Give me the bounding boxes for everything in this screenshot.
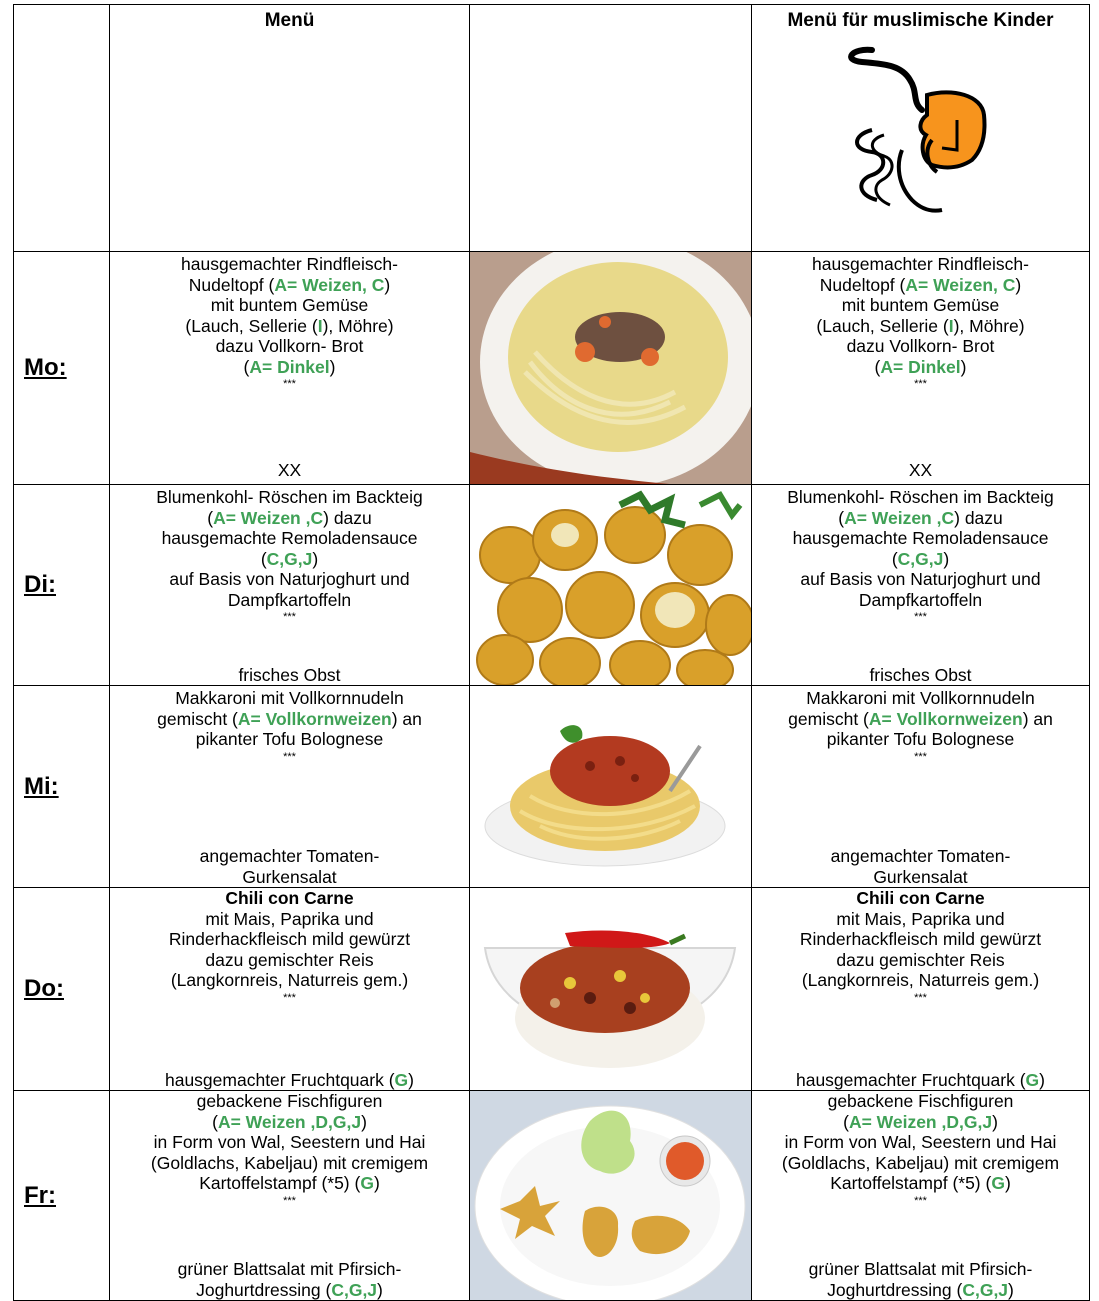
dish-line: ( [874,356,881,377]
dish-line: dazu Vollkorn- Brot [846,336,995,356]
dessert-line [752,1070,1089,1091]
separator-stars: *** [914,611,927,623]
dish-line: Blumenkohl- Röschen im Backteig [787,487,1054,507]
day-label-tuesday: Di: [14,485,110,686]
dish-line: Nudeltopf ( [188,274,275,295]
monday-dish-image [470,252,752,485]
dessert-line [110,1070,469,1091]
dessert-line: XX [277,459,302,480]
dish-line: grüner Blattsalat mit Pfirsich- [177,1259,402,1279]
allergen-code: A= Weizen, C [274,274,385,295]
dish-line: grüner Blattsalat mit Pfirsich- [808,1259,1033,1279]
dish-line: Rinderhackfleisch mild gewürzt [168,929,411,949]
dish-line: (Goldlachs, Kabeljau) mit cremigem [150,1152,429,1173]
dish-line: (Lauch, Sellerie ( [185,315,318,336]
header-muslim-menu-cell [752,5,1090,252]
dish-line: ) [960,356,967,377]
dish-line: gemischt ( [157,708,238,729]
dessert-line: XX [908,459,933,480]
friday-menu [110,1091,470,1301]
day-label-friday: Fr: [14,1091,110,1301]
allergen-code: A= Weizen ,C [844,507,955,528]
muslim-menu-title: Menü für muslimische Kinder [787,10,1054,31]
dish-line: gebackene Fischfiguren [827,1091,1014,1111]
dish-line: ) an [391,708,422,729]
dish-line: angemachter Tomaten- [830,846,1011,866]
day-label-wednesday: Mi: [14,686,110,888]
dish-line: dazu gemischter Reis [205,949,374,970]
dish-line: ( [260,548,267,569]
separator-stars: *** [914,991,927,1004]
dish-line: Kartoffelstampf (*5) ( [199,1173,361,1193]
dish-line: (Langkornreis, Naturreis gem.) [170,970,409,990]
friday-row [14,1091,1090,1301]
dish-line: ) [384,274,391,295]
wednesday-menu [110,686,470,888]
dish-line: Rinderhackfleisch mild gewürzt [799,929,1042,949]
dish-line: ) [992,1111,998,1132]
dish-line: Dampfkartoffeln [858,589,983,610]
monday-muslim-menu [752,252,1090,485]
allergen-code: C,G,J [331,1279,378,1300]
spaghetti-bolognese-photo [470,686,752,887]
separator-stars: *** [914,750,927,763]
thursday-menu [110,888,470,1091]
wednesday-muslim-menu [752,686,1090,888]
dish-line: Gurkensalat [873,866,968,887]
dish-line: ) [1008,1279,1014,1300]
separator-stars: *** [914,1194,927,1207]
allergen-code: I [317,315,323,336]
weekly-menu-table [13,4,1090,1301]
side-dish [110,846,469,887]
cauliflower-fritters-photo [470,485,752,685]
dish-line: ( [838,507,845,528]
dish-line: ) dazu [954,507,1003,528]
dish-line: gemischt ( [788,708,869,729]
thursday-row [14,888,1090,1091]
dish-line: hausgemachte Remoladensauce [792,528,1049,548]
allergen-code: I [948,315,954,336]
dish-line: hausgemachter Fruchtquark ( [795,1069,1026,1090]
dish-line: pikanter Tofu Bolognese [826,729,1015,749]
dish-line: ) [1015,274,1022,295]
dish-line: ) dazu [323,507,372,528]
dish-line: mit Mais, Paprika und [836,908,1005,929]
dish-line: auf Basis von Naturjoghurt und [800,569,1041,589]
allergen-code: A= Weizen ,C [213,507,324,528]
tuesday-dish-image [470,485,752,686]
dessert-line: frisches Obst [238,664,341,685]
dish-line: Nudeltopf ( [819,274,906,295]
thursday-dish-image [470,888,752,1091]
header-image-cell [470,5,752,252]
day-label-thursday: Do: [14,888,110,1091]
wednesday-dish-image [470,686,752,888]
allergen-code: C,G,J [266,548,313,569]
friday-dish-image [470,1091,752,1301]
dish-line: ) [1004,1173,1011,1193]
thursday-muslim-menu [752,888,1090,1091]
allergen-code: G [991,1173,1005,1193]
dish-line: auf Basis von Naturjoghurt und [169,569,410,589]
face-no-pork-icon [832,40,992,215]
allergen-code: A= Dinkel [249,356,330,377]
dish-line: Joghurtdressing ( [196,1279,332,1300]
dish-line: Makkaroni mit Vollkornnudeln [806,688,1035,708]
dish-line: hausgemachter Fruchtquark ( [164,1069,395,1090]
allergen-code: A= Vollkornweizen [237,708,392,729]
allergen-code: G [360,1173,374,1193]
dish-line: Gurkensalat [242,866,337,887]
allergen-code: A= Dinkel [880,356,961,377]
chili-con-carne-photo [470,888,752,1090]
dish-title: Chili con Carne [856,888,985,908]
dish-line: in Form von Wal, Seestern und Hai [153,1132,426,1152]
dish-line: dazu Vollkorn- Brot [215,336,364,356]
dish-line: ) [373,1173,380,1193]
dish-line: angemachter Tomaten- [199,846,380,866]
dish-line: (Lauch, Sellerie ( [816,315,949,336]
dish-line: hausgemachter Rindfleisch- [181,254,398,274]
allergen-code: A= Weizen ,D,G,J [217,1111,362,1132]
separator-stars: *** [283,1194,296,1207]
dish-line: ) [312,548,319,569]
dish-line: ( [891,548,898,569]
side-dish [752,846,1089,887]
friday-muslim-menu [752,1091,1090,1301]
tuesday-muslim-menu [752,485,1090,686]
header-day-cell [14,5,110,252]
menu-title: Menü [264,10,315,31]
dish-line: ) [361,1111,367,1132]
soup-bowl-photo [470,252,752,484]
dish-line: ) [1039,1069,1045,1090]
dish-line: Makkaroni mit Vollkornnudeln [175,688,404,708]
dish-line: Dampfkartoffeln [227,589,352,610]
dish-line: ) [377,1279,383,1300]
monday-menu [110,252,470,485]
dish-line: mit buntem Gemüse [841,295,1000,315]
fish-figures-photo [470,1091,752,1300]
day-label-monday: Mo: [14,252,110,485]
dish-line: ), Möhre) [953,315,1025,336]
dish-title: Chili con Carne [225,888,354,908]
separator-stars: *** [283,991,296,1004]
dish-line: hausgemachte Remoladensauce [161,528,418,548]
allergen-code: A= Vollkornweizen [868,708,1023,729]
dish-line: gebackene Fischfiguren [196,1091,383,1111]
dish-line: (Goldlachs, Kabeljau) mit cremigem [781,1152,1060,1173]
monday-row [14,252,1090,485]
allergen-code: A= Weizen, C [905,274,1016,295]
tuesday-row [14,485,1090,686]
dish-line: ) [408,1069,414,1090]
side-dish [752,1259,1089,1300]
separator-stars: *** [914,378,927,390]
wednesday-row [14,686,1090,888]
dish-line: mit buntem Gemüse [210,295,369,315]
dish-line: ) [943,548,950,569]
dish-line: ( [207,507,214,528]
allergen-code: G [1025,1069,1040,1090]
allergen-code: C,G,J [897,548,944,569]
dish-line: ( [212,1111,218,1132]
side-dish [110,1259,469,1300]
separator-stars: *** [283,750,296,763]
dish-line: ) [329,356,336,377]
header-menu-cell [110,5,470,252]
dish-line: ), Möhre) [322,315,394,336]
dish-line: ( [243,356,250,377]
dish-line: Kartoffelstampf (*5) ( [830,1173,992,1193]
header-row [14,5,1090,252]
dish-line: hausgemachter Rindfleisch- [812,254,1029,274]
dish-line: (Langkornreis, Naturreis gem.) [801,970,1040,990]
dish-line: pikanter Tofu Bolognese [195,729,384,749]
dish-line: Blumenkohl- Röschen im Backteig [156,487,423,507]
dish-line: dazu gemischter Reis [836,949,1005,970]
dish-line: ( [843,1111,849,1132]
dish-line: Joghurtdressing ( [827,1279,963,1300]
dish-line: mit Mais, Paprika und [205,908,374,929]
separator-stars: *** [283,378,296,390]
allergen-code: C,G,J [962,1279,1009,1300]
allergen-code: G [394,1069,409,1090]
dish-line: ) an [1022,708,1053,729]
dessert-line: frisches Obst [869,664,972,685]
tuesday-menu [110,485,470,686]
allergen-code: A= Weizen ,D,G,J [848,1111,993,1132]
dish-line: in Form von Wal, Seestern und Hai [784,1132,1057,1152]
separator-stars: *** [283,611,296,623]
